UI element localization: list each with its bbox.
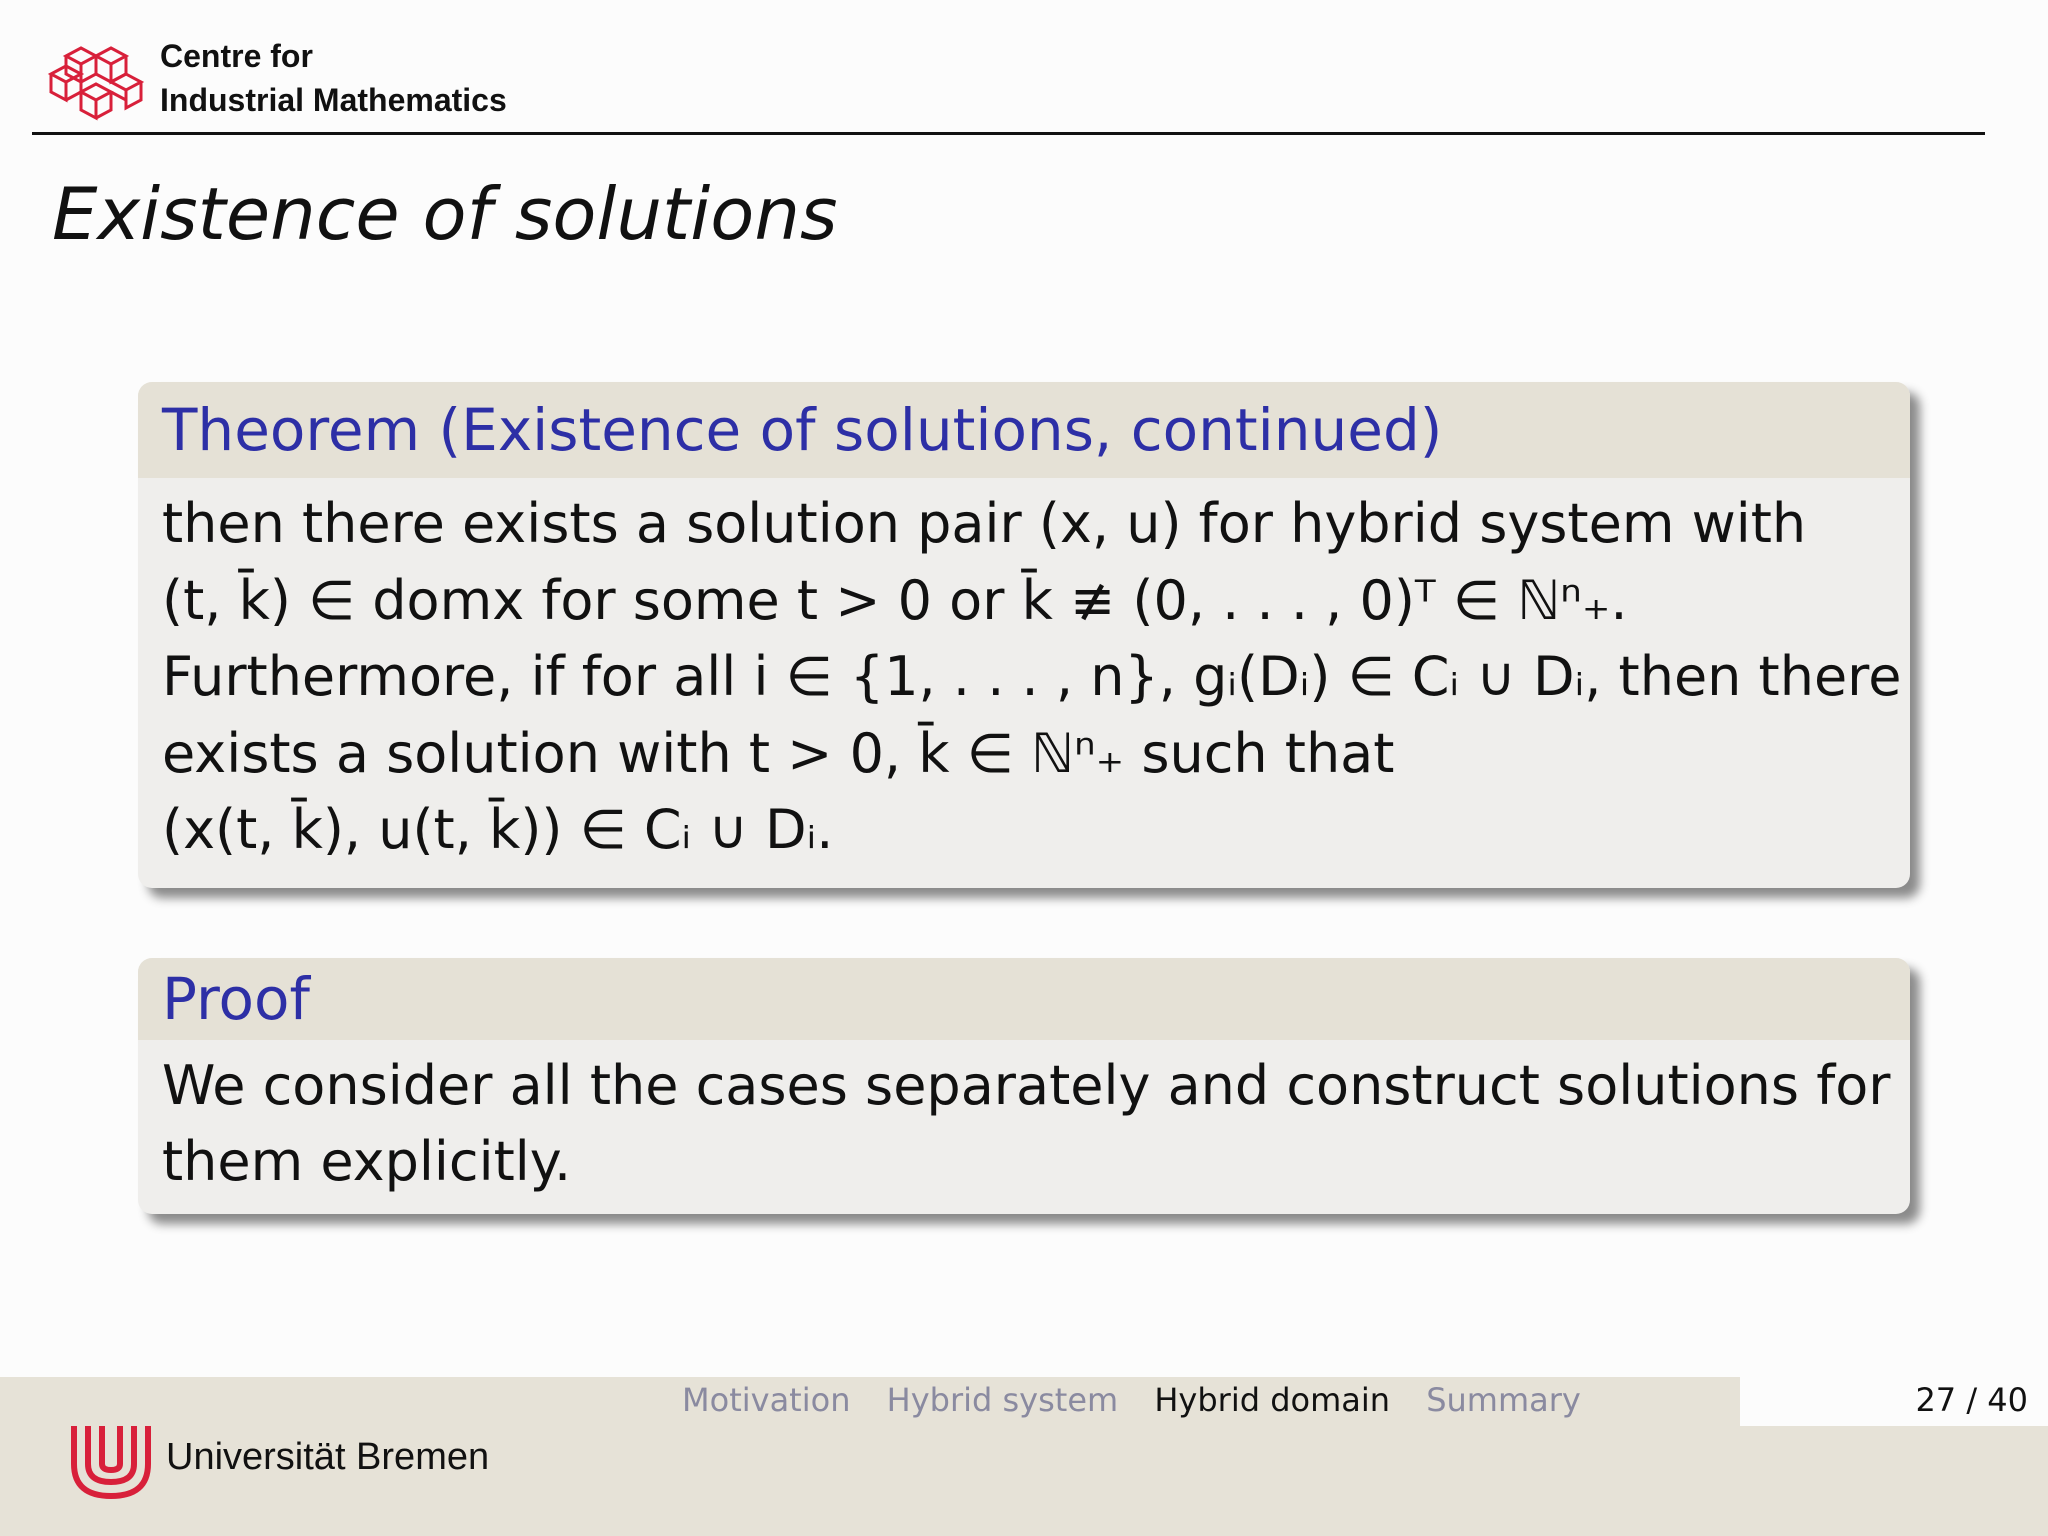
theorem-line: (x(t, k̄), u(t, k̄)) ∈ Cᵢ ∪ Dᵢ. xyxy=(162,798,834,861)
university-logo-icon xyxy=(66,1420,156,1502)
theorem-line: (t, k̄) ∈ domx for some t > 0 or k̄ ≢ (0, . . . , 0)ᵀ ∈ ℕⁿ₊. xyxy=(162,568,1628,632)
slide-header xyxy=(0,0,2048,140)
theorem-title: Theorem (Existence of solutions, continued) xyxy=(138,382,1910,478)
nav-item-hybrid-system[interactable]: Hybrid system xyxy=(886,1381,1119,1419)
header-divider xyxy=(32,132,1985,135)
university-name: Universität Bremen xyxy=(166,1436,490,1478)
organization-name xyxy=(160,34,507,122)
cim-logo-icon xyxy=(46,26,146,126)
nav-item-motivation[interactable]: Motivation xyxy=(682,1381,851,1419)
nav-item-hybrid-domain[interactable]: Hybrid domain xyxy=(1154,1381,1391,1419)
theorem-body xyxy=(138,478,1910,869)
page-number: 27 / 40 xyxy=(1915,1381,2028,1419)
theorem-block xyxy=(138,382,1910,888)
theorem-line: exists a solution with t > 0, k̄ ∈ ℕⁿ₊ such that xyxy=(162,721,1395,785)
proof-line: We consider all the cases separately and construct solutions for xyxy=(162,1054,1891,1117)
theorem-line: then there exists a solution pair (x, u) for hybrid system with xyxy=(162,492,1807,555)
footer-bar-right xyxy=(1740,1426,2048,1536)
proof-block xyxy=(138,958,1910,1214)
slide-title: Existence of solutions xyxy=(52,172,838,256)
section-navigation xyxy=(682,1377,1607,1426)
nav-item-summary[interactable]: Summary xyxy=(1426,1381,1581,1419)
proof-title: Proof xyxy=(138,958,1910,1040)
proof-body xyxy=(138,1040,1910,1200)
theorem-line: Furthermore, if for all i ∈ {1, . . . , n}, gᵢ(Dᵢ) ∈ Cᵢ ∪ Dᵢ, then there xyxy=(162,645,1902,708)
org-name-line2: Industrial Mathematics xyxy=(160,82,507,118)
org-name-line1: Centre for xyxy=(160,38,313,74)
proof-line: them explicitly. xyxy=(162,1130,572,1193)
